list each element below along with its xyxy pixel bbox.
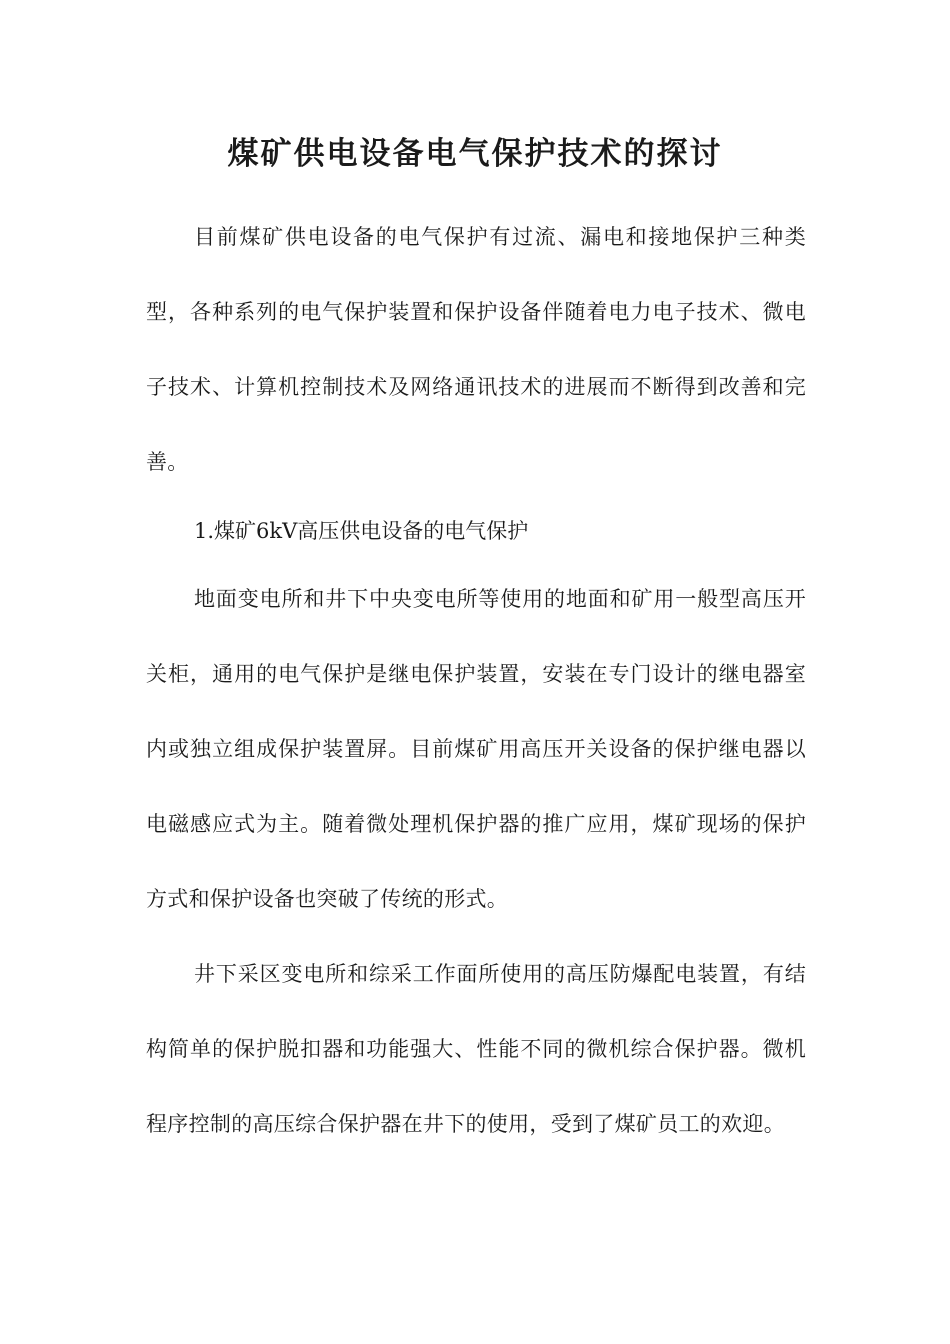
document-body — [146, 200, 806, 1162]
document-title: 煤矿供电设备电气保护技术的探讨 — [227, 136, 723, 172]
section-heading: 1.煤矿6kV高压供电设备的电气保护 — [194, 519, 529, 543]
intro-paragraph: 目前煤矿供电设备的电气保护有过流、漏电和接地保护三种类型，各种系列的电气保护装置和保护设备伴随着电力电子技术、微电子技术、计算机控制技术及网络通讯技术的进展而不断得到改善和完善。 — [146, 225, 806, 474]
surface-substation-paragraph: 地面变电所和井下中央变电所等使用的地面和矿用一般型高压开关柜，通用的电气保护是继电保护装置，安装在专门设计的继电器室内或独立组成保护装置屏。目前煤矿用高压开关设备的保护继电器以电磁感应式为主。随着微处理机保护器的推广应用，煤矿现场的保护方式和保护设备也突破了传统的形式。 — [146, 587, 806, 911]
underground-substation-paragraph: 井下采区变电所和综采工作面所使用的高压防爆配电装置，有结构简单的保护脱扣器和功能强大、性能不同的微机综合保护器。微机程序控制的高压综合保护器在井下的使用，受到了煤矿员工的欢迎。 — [146, 962, 806, 1136]
